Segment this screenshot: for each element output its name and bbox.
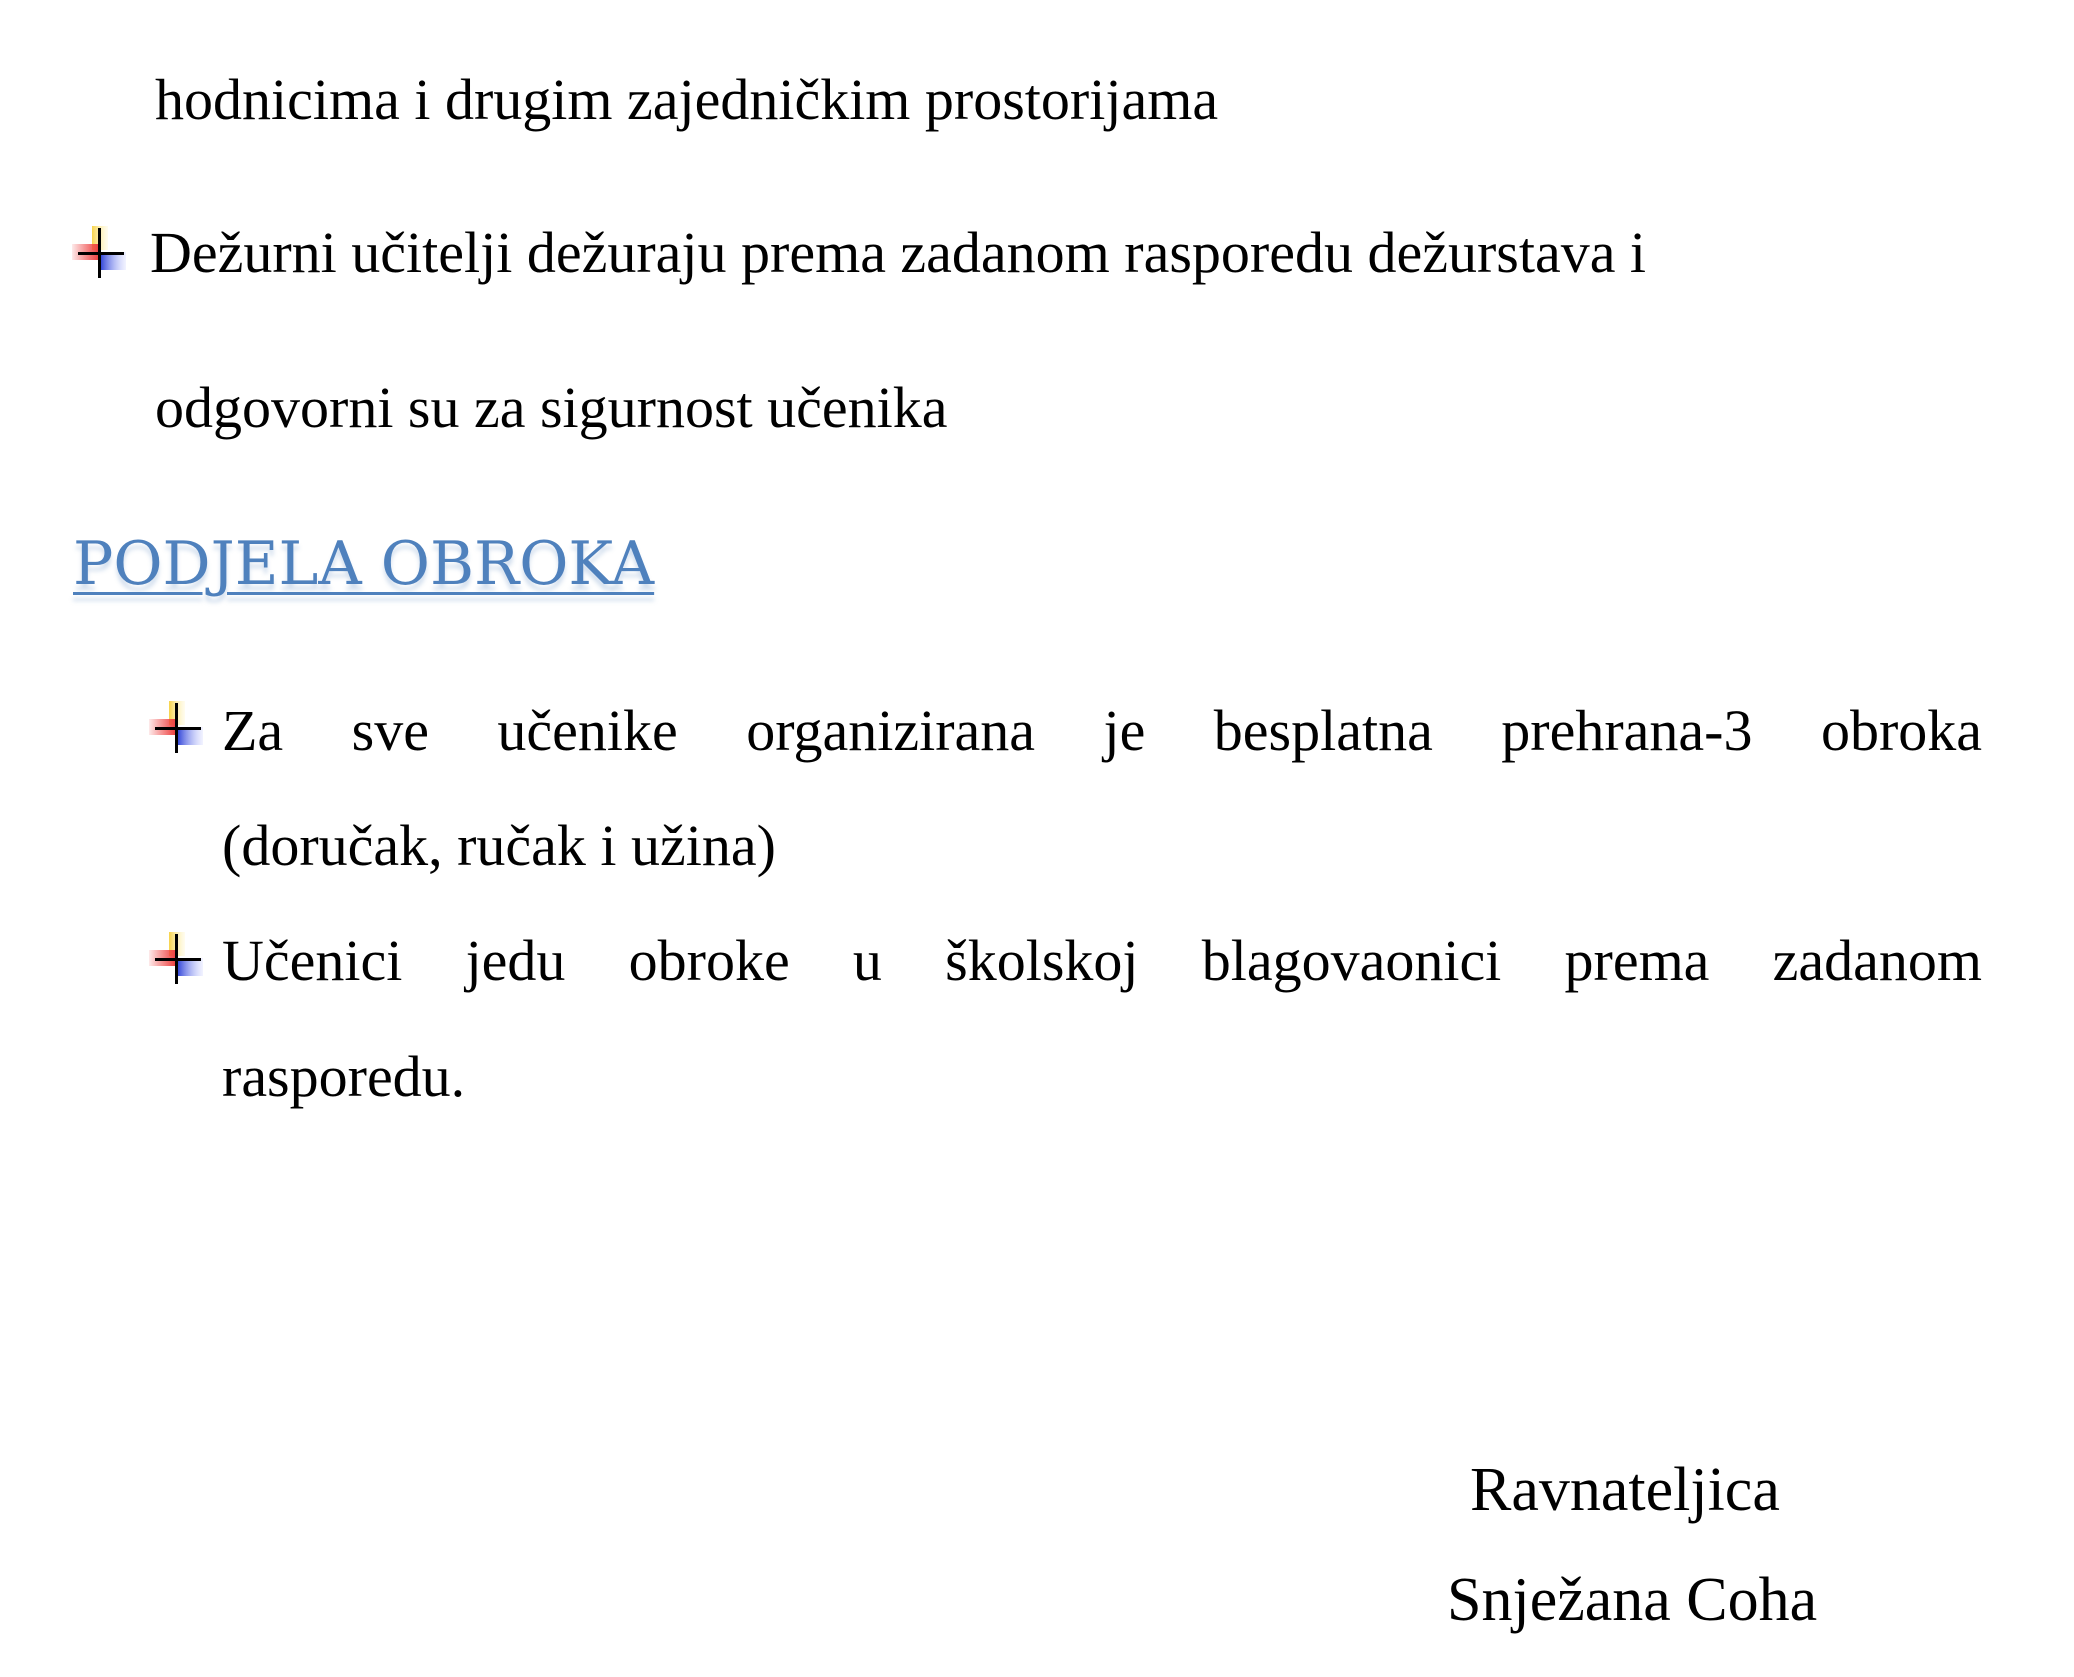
signature-name: Snježana Coha [1447, 1566, 1818, 1634]
section-heading: PODJELA OBROKA [73, 529, 655, 599]
meal-bullet-2-line-1: Učenici jedu obroke u školskoj blagovaonici prema zadanom [222, 928, 1982, 993]
bullet-1-line-2: odgovorni su za sigurnost učenika [155, 375, 948, 440]
colored-plus-bullet-icon [147, 697, 207, 757]
meal-bullet-1-line-1: Za sve učenike organizirana je besplatna prehrana-3 obroka [222, 698, 1982, 763]
meal-bullet-2-line-2: rasporedu. [222, 1044, 466, 1109]
bullet-1-line-1: Dežurni učitelji dežuraju prema zadanom rasporedu dežurstava i [150, 220, 1647, 285]
colored-plus-bullet-icon [147, 928, 207, 988]
meal-bullet-1-line-2: (doručak, ručak i užina) [222, 813, 776, 878]
signature-title: Ravnateljica [1470, 1456, 1780, 1524]
colored-plus-bullet-icon [70, 222, 130, 282]
continuation-line: hodnicima i drugim zajedničkim prostorijama [155, 67, 1219, 132]
